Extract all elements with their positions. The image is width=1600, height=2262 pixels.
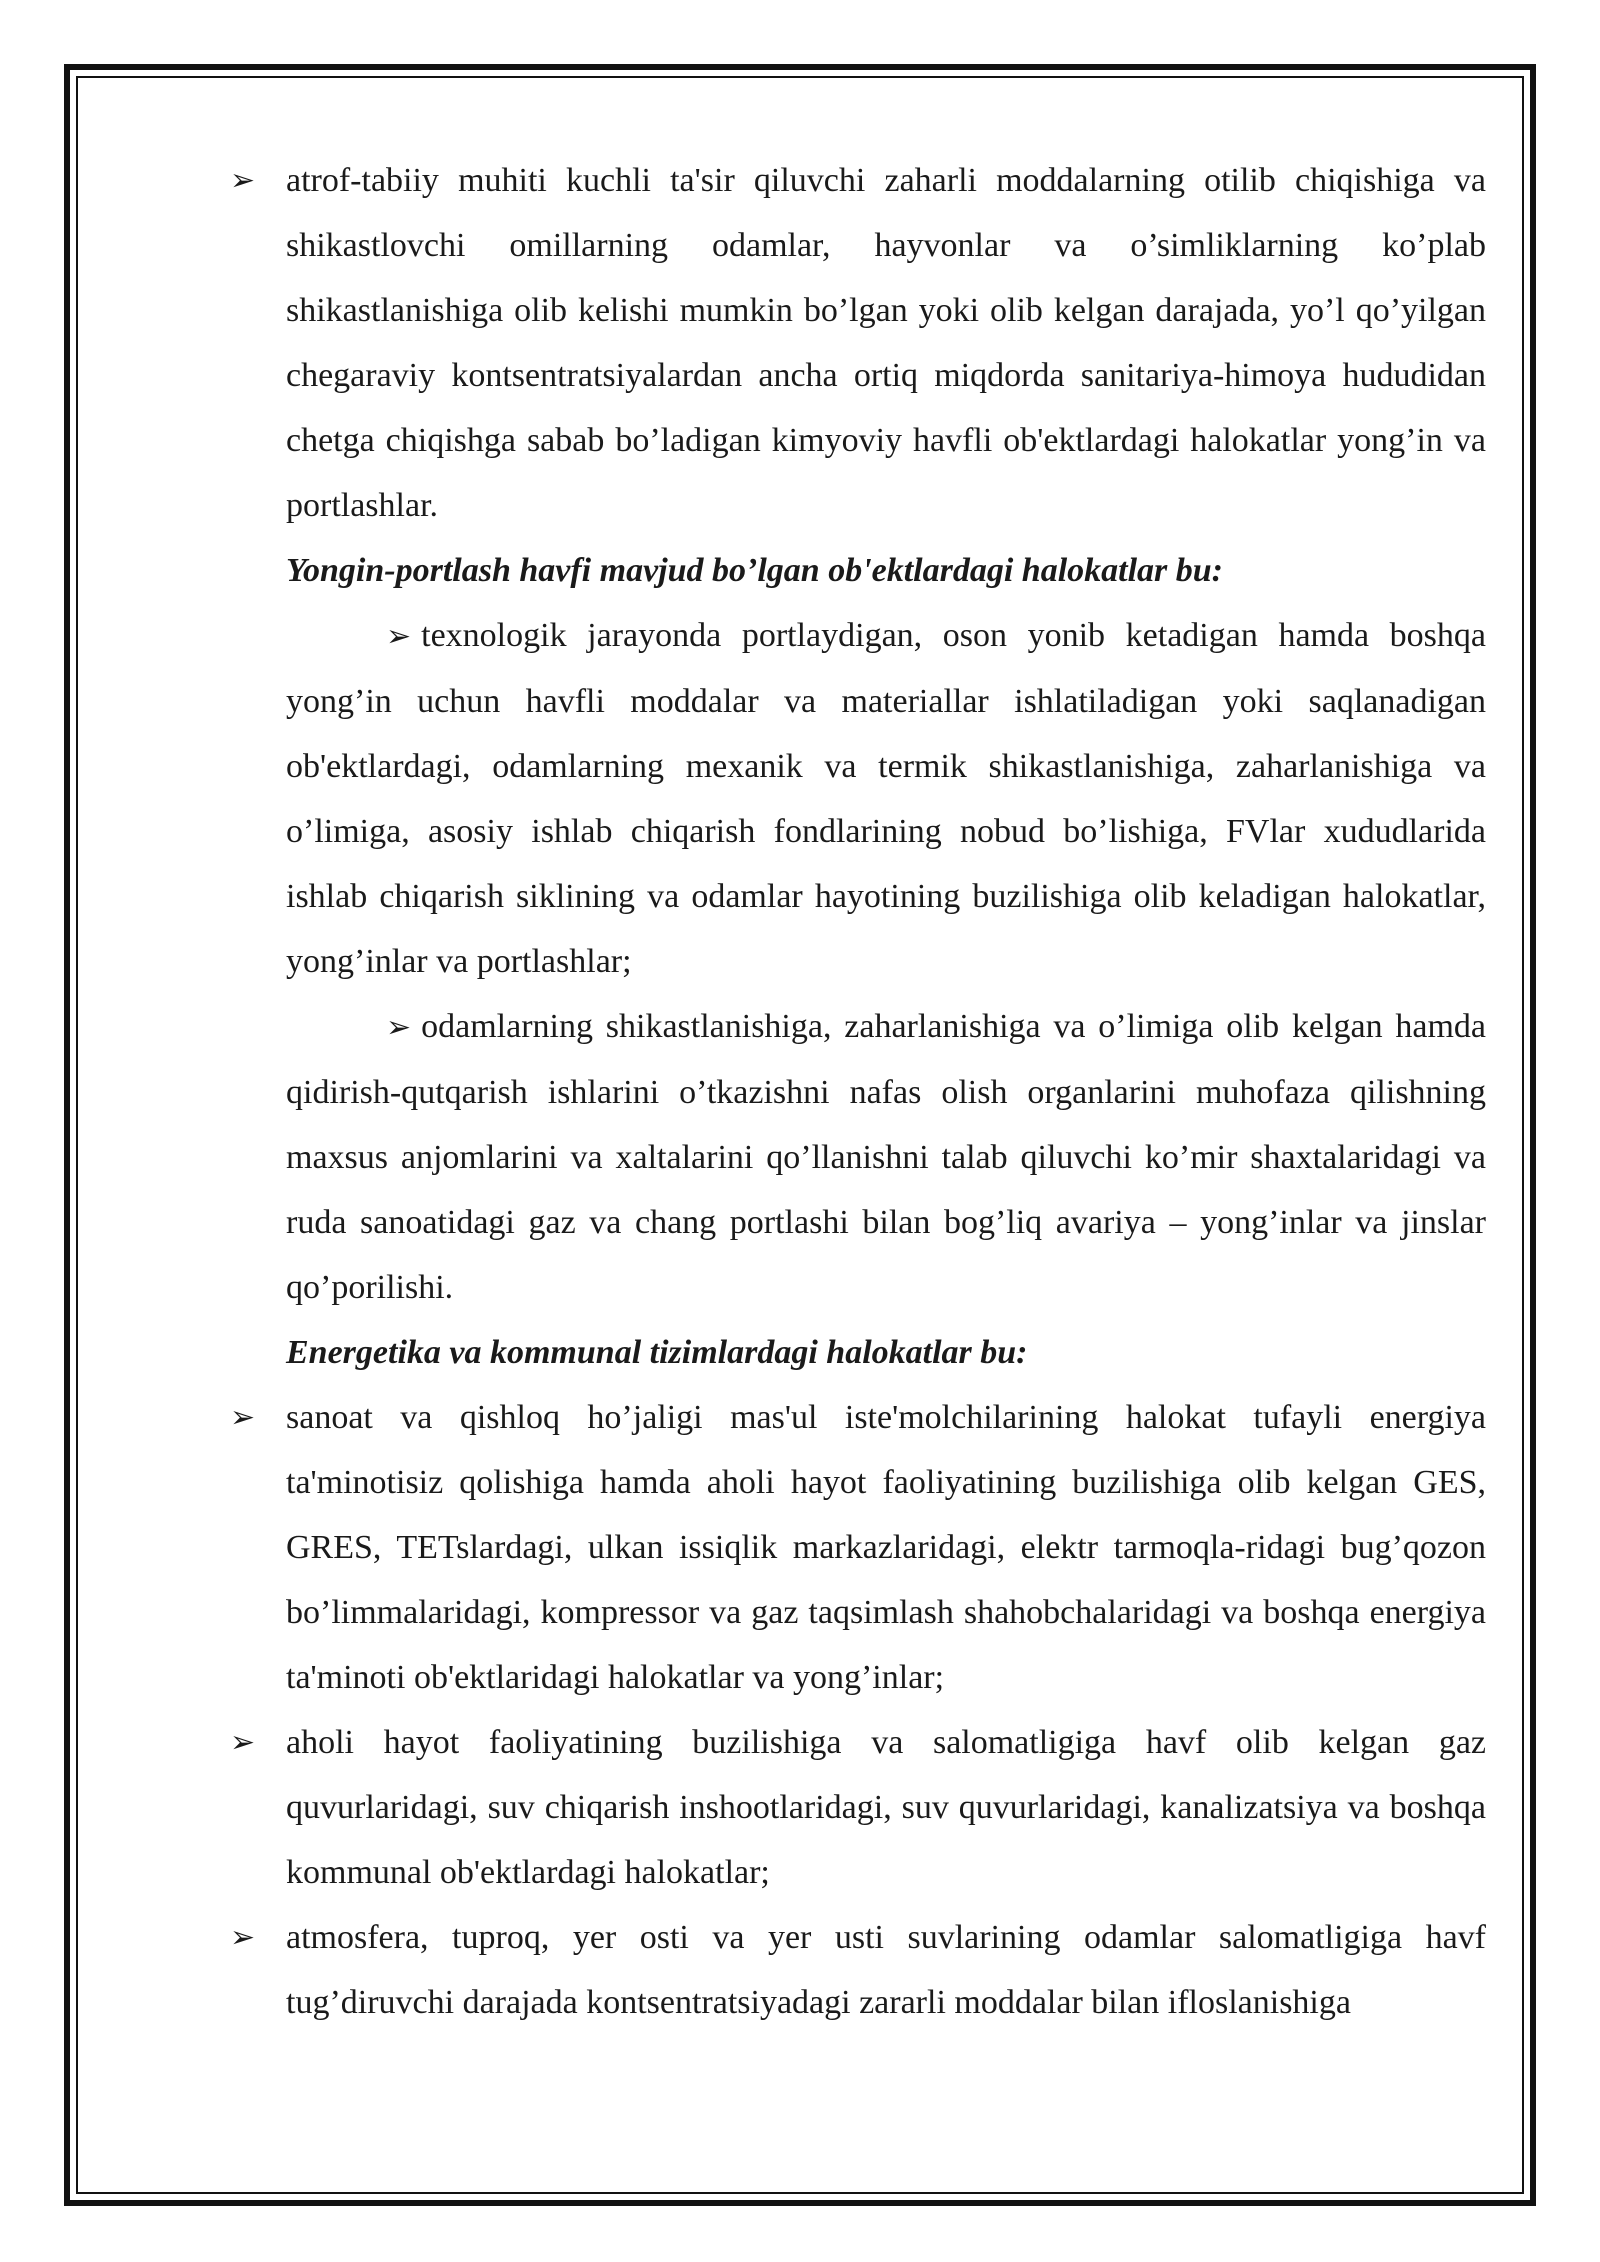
list-item <box>230 1385 1486 1710</box>
section-heading: Yongin-portlash havfi mavjud bo’lgan ob'ektlardagi halokatlar bu: <box>286 552 1224 589</box>
arrow-bullet-icon: ➢ <box>386 620 412 653</box>
list-item-text: odamlarning shikastlanishiga, zaharlanishiga va o’limiga olib kelgan hamda qidirish-qutqarish ishlarini o’tkazishni nafas olish organlarini muhofaza qilishning maxsus anjomlarini va xaltalarini qo’llanishni talab qiluvchi ko’mir shaxtalaridagi va ruda sanoatidagi gaz va chang portlashi bilan bog’liq avariya – yong’inlar va jinslar qo’porilishi. <box>286 1008 1486 1306</box>
document-body <box>230 148 1486 2035</box>
list-item <box>286 994 1486 1320</box>
list-item-text: atmosfera, tuproq, yer osti va yer usti suvlarining odamlar salomatligiga havf tug’diruvchi darajada kontsentratsiyadagi zararli moddalar bilan ifloslanishiga <box>286 1919 1486 2021</box>
list-item-text: texnologik jarayonda portlaydigan, oson yonib ketadigan hamda boshqa yong’in uchun havfli moddalar va materiallar ishlatiladigan yoki saqlanadigan ob'ektlardagi, odamlarning mexanik va termik shikastlanishiga, zaharlanishiga va o’limiga, asosiy ishlab chiqarish fondlarining nobud bo’lishiga, FVlar xududlarida ishlab chiqarish siklining va odamlar hayotining buzilishiga olib keladigan halokatlar, yong’inlar va portlashlar; <box>286 617 1486 980</box>
list-item <box>286 603 1486 994</box>
list-item-text: aholi hayot faoliyatining buzilishiga va salomatligiga havf olib kelgan gaz quvurlaridagi, suv chiqarish inshootlaridagi, suv quvurlaridagi, kanalizatsiya va boshqa kommunal ob'ektlardagi halokatlar; <box>286 1724 1486 1891</box>
arrow-bullet-icon: ➢ <box>386 1011 412 1044</box>
list-item <box>230 1905 1486 2035</box>
list-item <box>230 1710 1486 1905</box>
list-item-text: atrof-tabiiy muhiti kuchli ta'sir qiluvchi zaharli moddalarning otilib chiqishiga va shikastlovchi omillarning odamlar, hayvonlar va o’simliklarning ko’plab shikastlanishiga olib kelishi mumkin bo’lgan yoki olib kelgan darajada, yo’l qo’yilgan chegaraviy kontsentratsiyalardan ancha ortiq miqdorda sanitariya-himoya hududidan chetga chiqishga sabab bo’ladigan kimyoviy havfli ob'ektlardagi halokatlar yong’in va portlashlar. <box>286 162 1486 524</box>
arrow-bullet-icon: ➢ <box>230 1726 256 1759</box>
list-item <box>230 148 1486 538</box>
section-heading: Energetika va kommunal tizimlardagi halokatlar bu: <box>286 1334 1028 1371</box>
arrow-bullet-icon: ➢ <box>230 1401 256 1434</box>
list-item-text: sanoat va qishloq ho’jaligi mas'ul iste'molchilarining halokat tufayli energiya ta'minotisiz qolishiga hamda aholi hayot faoliyatining buzilishiga olib kelgan GES, GRES, TETslardagi, ulkan issiqlik markazlaridagi, elektr tarmoqla-ridagi bug’qozon bo’limmalaridagi, kompressor va gaz taqsimlash shahobchalaridagi va boshqa energiya ta'minoti ob'ektlaridagi halokatlar va yong’inlar; <box>286 1399 1486 1696</box>
arrow-bullet-icon: ➢ <box>230 1921 256 1954</box>
arrow-bullet-icon: ➢ <box>230 164 256 197</box>
